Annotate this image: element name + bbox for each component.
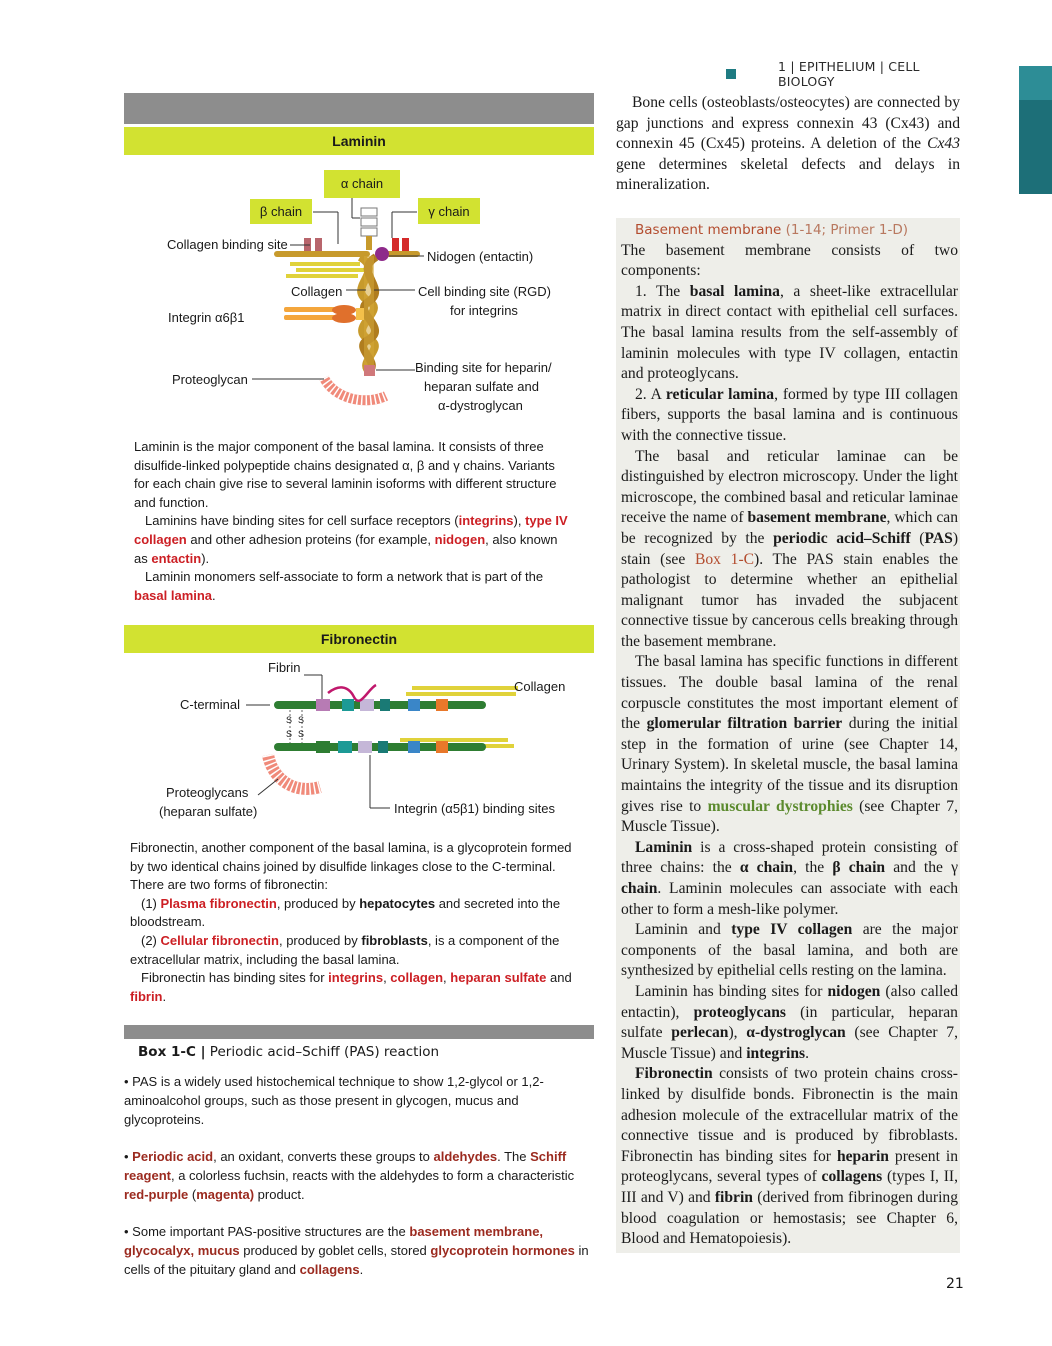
fibrin-label: Fibrin	[268, 660, 301, 675]
fibronectin-caption-p2: (1) Plasma fibronectin, produced by hepatocytes and secreted into the bloodstream.	[130, 895, 561, 930]
laminin-diagram	[124, 160, 594, 425]
cell-binding-label-1: Cell binding site (RGD)	[418, 284, 551, 299]
running-head	[726, 59, 964, 89]
page-number: 21	[946, 1276, 964, 1292]
fibronectin-diagram	[124, 655, 594, 827]
chapter-tab	[1019, 66, 1052, 194]
disulfide-s-2: S	[298, 715, 305, 725]
section-marker-icon	[726, 69, 736, 79]
proteoglycans-label-2: (heparan sulfate)	[159, 804, 258, 819]
basement-membrane-title: Basement membrane (1-14; Primer 1-D)	[635, 222, 909, 238]
cell-binding-label-2: for integrins	[450, 303, 518, 318]
fibronectin-caption-p4: Fibronectin has binding sites for integrins, collagen, heparan sulfate and fibrin.	[130, 970, 572, 1004]
beta-chain-label: β chain	[259, 204, 303, 219]
laminin-title: Laminin	[124, 127, 594, 155]
box-bullet-1: • PAS is a widely used histochemical technique to show 1,2-glycol or 1,2-aminoalcohol groups, such as those present in glycogen, mucus and glycoproteins.	[124, 1074, 544, 1127]
fibronectin-caption-p1: Fibronectin, another component of the basal lamina, is a glycoprotein formed by two identical chains joined by disulfide linkages close to the C-terminal. There are two forms of fibronectin:	[130, 840, 572, 893]
nidogen-label: Nidogen (entactin)	[427, 249, 534, 264]
fibronectin-caption	[130, 839, 574, 1006]
fibronectin-title: Fibronectin	[124, 625, 594, 653]
laminin-caption-p3: Laminin monomers self-associate to form a network that is part of the basal lamina.	[134, 569, 544, 603]
intro-paragraph: Bone cells (osteoblasts/osteocytes) are connected by gap junctions and express connexin 43 (Cx43) and connexin 45 (Cx45) proteins. A deletion of the Cx43 gene determines skeletal defects and delays in mineralization.	[616, 94, 960, 194]
box-1c-link[interactable]: Box 1-C	[694, 550, 755, 568]
fibronectin-collagen-label: Collagen	[514, 679, 566, 694]
laminin-caption	[134, 438, 570, 605]
c-terminal-label: C-terminal	[180, 697, 240, 712]
integrin-label: Integrin α6β1	[168, 310, 245, 325]
box-top-bar	[124, 1025, 594, 1039]
box-bullets	[124, 1072, 596, 1297]
collagen-label: Collagen	[291, 284, 343, 299]
heparin-label-1: Binding site for heparin/	[415, 360, 552, 375]
heparin-label-2: heparan sulfate and	[424, 379, 539, 394]
disulfide-s-1: S	[286, 715, 293, 725]
integrin-binding-label: Integrin (α5β1) binding sites	[394, 801, 555, 816]
basement-membrane-text: Basement membrane (1-14; Primer 1-D) The basement membrane consists of two components: 1. The basal lamina, a sheet-like extracellular matrix in direct contact with epithelial cell surfaces. The basal lamina results from the self-assembly of laminin molecules with type IV collagen, entactin and proteoglycans. 2. A reticular lamina, formed by type III collagen fibers, supports the basal lamina and is continuous with the connective tissue. The basal and reticular laminae can be distinguished by electron microscopy. Under the light microscope, the combined basal and reticular laminae receive the name of basement membrane, which can be recognized by the periodic acid–Schiff (PAS) stain (see Box 1-C). The PAS stain enables the pathologist to determine whether an epithelial malignant tumor has invaded the subjacent connective tissue by cancerous cells breaking through the basement membrane. The basal lamina has specific functions in different tissues. The double basal lamina of the renal corpuscle constitutes the most important element of the glomerular filtration barrier during the initial step in the formation of urine (see Chapter 14, Urinary System). In skeletal muscle, the basal lamina maintains the integrity of the tissue and its disruption gives rise to muscular dystrophies (see Chapter 7, Muscle Tissue). Laminin is a cross-shaped protein consisting of three chains: the α chain, the β chain and the γ chain. Laminin molecules can associate with each other to form a mesh-like polymer. Laminin and type IV collagen are the major components of the basal lamina, and both are synthesized by epithelial cells resting on the lamina. Laminin has binding sites for nidogen (also called entactin), proteoglycans (in particular, heparan sulfate perlecan), α-dystroglycan (see Chapter 7, Muscle Tissue) and integrins. Fibronectin consists of two protein chains cross-linked by disulfide bonds. Fibronectin is the main adhesion molecule of the extracellular matrix of the connective tissue and is produced by fibroblasts. Fibronectin has binding sites for heparin present in proteoglycans, several types of collagens (types I, II, III and V) and fibrin (derived from fibrinogen during blood coagulation or hemostasis; see Chapter 6, Blood and Hematopoiesis).	[621, 222, 959, 1248]
box-bullet-3: • Some important PAS-positive structures are the basement membrane, glycocalyx, mucus produced by goblet cells, stored glycoprotein hormones in cells of the pituitary gland and collagens.	[124, 1224, 589, 1277]
heparin-label-3: α-dystroglycan	[438, 398, 523, 413]
gamma-chain-label: γ chain	[428, 204, 470, 219]
laminin-caption-p1: Laminin is the major component of the basal lamina. It consists of three disulfide-linked polypeptide chains designated α, β and γ chains. Variants for each chain give rise to several laminin isoforms with different structure and function.	[134, 439, 557, 510]
disulfide-s-4: S	[298, 729, 305, 739]
laminin-caption-p2: Laminins have binding sites for cell surface receptors (integrins), type IV collagen and other adhesion proteins (for example, nidogen, also known as entactin).	[134, 513, 568, 566]
running-head-text: 1 | EPITHELIUM | CELL BIOLOGY	[778, 59, 920, 89]
proteoglycans-label-1: Proteoglycans	[166, 785, 249, 800]
disulfide-s-3: S	[286, 729, 293, 739]
alpha-chain-label: α chain	[340, 176, 384, 191]
figure-top-bar	[124, 93, 594, 124]
fibronectin-caption-p3: (2) Cellular fibronectin, produced by fibroblasts, is a component of the extracellular matrix, including the basal lamina.	[130, 932, 560, 967]
collagen-binding-site-label: Collagen binding site	[167, 237, 288, 252]
box-title: Box 1-C | Periodic acid–Schiff (PAS) reaction	[138, 1044, 440, 1060]
proteoglycan-label: Proteoglycan	[172, 372, 248, 387]
box-bullet-2: • Periodic acid, an oxidant, converts these groups to aldehydes. The Schiff reagent, a colorless fuchsin, reacts with the aldehydes to form a characteristic red-purple (magenta) product.	[124, 1149, 575, 1202]
